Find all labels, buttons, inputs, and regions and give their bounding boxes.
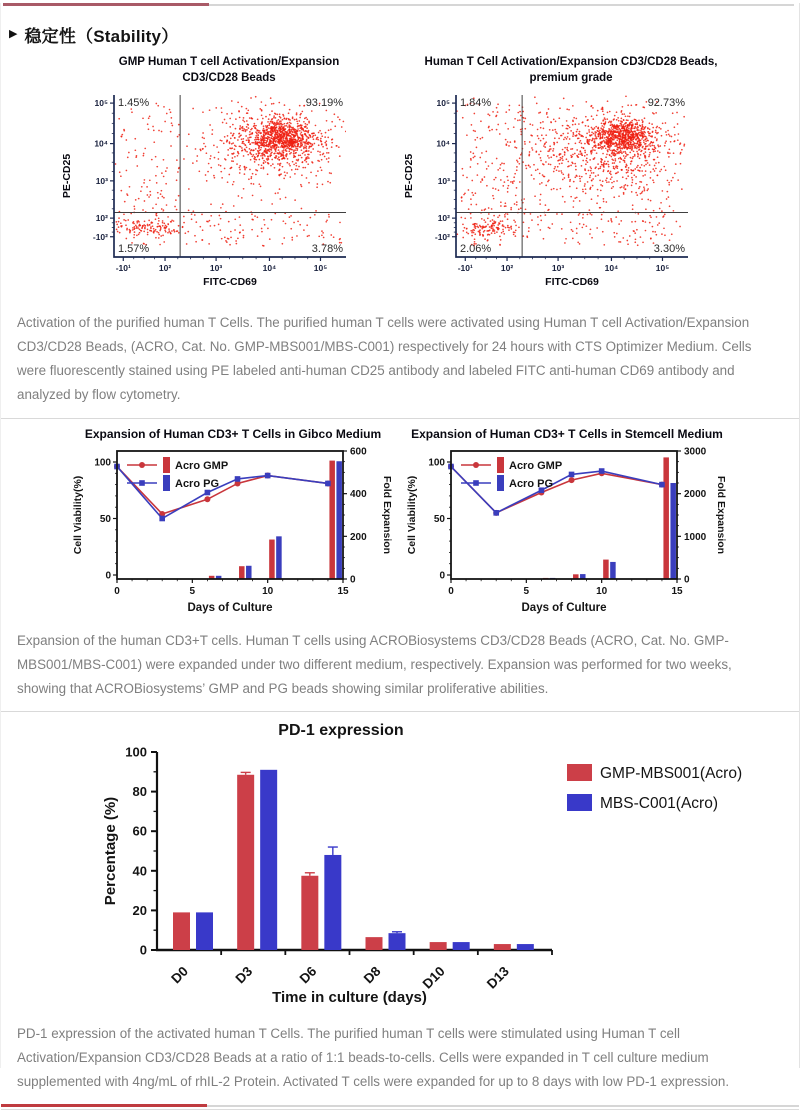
- expansion-plot: [72, 446, 393, 614]
- section-title: 稳定性（Stability）: [24, 27, 179, 46]
- expansion-chart-svg-gibco: [71, 443, 395, 617]
- quadrant-bottom-left: 2.06%: [460, 243, 492, 255]
- x-tick-label: 5: [189, 585, 196, 597]
- x-tick-label: 10: [596, 585, 608, 597]
- x-tick-label: 10²: [500, 263, 514, 273]
- x-tick-label: 10⁵: [313, 263, 328, 273]
- quadrant-top-right: 92.73%: [647, 97, 685, 109]
- y-tick-label: 10³: [437, 175, 450, 186]
- flow-panel-premium: [400, 53, 742, 299]
- expansion-chart-title: Expansion of Human CD3+ T Cells in Stemcell Medium: [411, 426, 723, 441]
- left-tick-label: 0: [439, 570, 445, 581]
- x-tick-label: 0: [114, 585, 120, 597]
- y-tick-label: 40: [132, 863, 147, 879]
- flow-title-line1: Human T Cell Activation/Expansion CD3/CD28 Beads,: [424, 56, 718, 68]
- legend-label: Acro PG: [509, 477, 554, 490]
- x-category-label: D0: [168, 963, 192, 987]
- accent-rule-red: [1, 1104, 207, 1107]
- y-tick-label: 80: [132, 783, 147, 799]
- right-tick-label: 600: [350, 446, 367, 457]
- flow-plot-title: [58, 53, 400, 87]
- x-tick-label: 10⁴: [262, 263, 277, 273]
- viability-line-pg: [114, 463, 331, 521]
- pd1-plot: [102, 722, 742, 1006]
- expansion-panel-stemcell: [405, 427, 729, 617]
- flow-scatter-svg-gmp: [58, 87, 400, 299]
- section-divider: [1, 711, 799, 712]
- section-header[interactable]: [9, 22, 799, 47]
- section-divider: [1, 418, 799, 419]
- right-tick-label: 200: [350, 531, 367, 543]
- legend: [567, 764, 742, 812]
- accent-rule-gray: [209, 4, 794, 6]
- left-tick-label: 0: [105, 570, 111, 581]
- y-tick-label: 10⁴: [94, 138, 108, 149]
- x-tick-label: 10³: [209, 263, 223, 273]
- right-tick-label: 3000: [684, 446, 707, 457]
- y-axis-label: PE-CD25: [61, 153, 73, 199]
- quadrant-bottom-right: 3.30%: [653, 243, 685, 255]
- y-axis-label: PE-CD25: [403, 153, 415, 199]
- disclosure-triangle-icon: ▶: [9, 28, 18, 40]
- y-tick-label: -10²: [92, 231, 108, 242]
- right-tick-label: 1000: [684, 531, 707, 543]
- page: [0, 3, 800, 1090]
- y-tick-label: 10⁴: [436, 138, 450, 149]
- flow-scatter-svg-premium: [400, 87, 742, 299]
- flow-title-line2: CD3/CD28 Beads: [182, 71, 276, 84]
- fold-expansion-bars: [209, 460, 342, 578]
- flow-plot: [61, 87, 400, 288]
- legend-label: MBS-C001(Acro): [600, 794, 718, 812]
- x-category-label: D13: [483, 963, 512, 992]
- x-axis-label: FITC-CD69: [203, 276, 257, 288]
- expansion-chart-svg-stemcell: [405, 443, 729, 617]
- left-tick-label: 100: [94, 457, 111, 468]
- x-axis-label: Time in culture (days): [272, 988, 427, 1006]
- flow-title-line1: GMP Human T cell Activation/Expansion: [118, 56, 340, 68]
- right-tick-label: 0: [684, 574, 690, 585]
- y-tick-label: 10²: [95, 213, 108, 224]
- quadrant-bottom-right: 3.78%: [311, 243, 343, 255]
- expansion-plot: [406, 446, 727, 614]
- right-axis-label: Fold Expansion: [715, 475, 727, 554]
- x-tick-label: 10⁵: [655, 263, 670, 273]
- y-tick-label: 10⁵: [436, 98, 450, 109]
- y-tick-label: 10⁵: [94, 98, 108, 109]
- x-axis-label: Days of Culture: [521, 601, 607, 614]
- caption-activation: Activation of the purified human T Cells. The purified human T cells were activated using Human T cell Activation/Expansion CD3/CD28 Beads, (ACRO, Cat. No. GMP-MBS001/MBS-C001) respectively for 24 hours with CTS Optimizer Medium. Cells were fluorescently stained using PE labeled anti-human CD25 antibody and labeled FITC anti-human CD69 antibody and analyzed by flow cytometry.: [17, 315, 752, 403]
- left-tick-label: 50: [99, 513, 111, 525]
- legend-label: GMP-MBS001(Acro): [600, 764, 743, 782]
- bottom-accent-rule: [1, 1104, 799, 1107]
- pd1-figure: [97, 718, 797, 1010]
- expansion-chart-title: Expansion of Human CD3+ T Cells in Gibco Medium: [84, 426, 382, 441]
- right-tick-label: 2000: [684, 488, 707, 500]
- flow-cytometry-figures: [58, 53, 742, 299]
- legend: [461, 457, 562, 491]
- top-accent-rule: [3, 3, 794, 6]
- right-tick-label: 0: [350, 574, 356, 585]
- x-category-label: D8: [360, 963, 384, 987]
- x-tick-label: 10³: [551, 263, 565, 273]
- y-tick-label: 20: [132, 902, 147, 918]
- y-tick-label: 60: [132, 823, 147, 839]
- x-tick-label: -10¹: [457, 263, 473, 273]
- accent-rule-red: [3, 3, 209, 6]
- left-tick-label: 50: [433, 513, 445, 525]
- legend-label: Acro PG: [175, 477, 220, 490]
- y-tick-label: 100: [125, 744, 147, 760]
- x-tick-label: 10⁴: [604, 263, 619, 273]
- quadrant-top-left: 1.45%: [118, 97, 150, 109]
- expansion-figures: [1, 427, 799, 617]
- scatter-points: [408, 87, 738, 260]
- flow-panel-gmp: [58, 53, 400, 299]
- x-tick-label: 15: [337, 585, 349, 597]
- x-tick-label: -10¹: [115, 263, 131, 273]
- right-tick-label: 400: [350, 488, 367, 500]
- x-tick-label: 10: [262, 585, 274, 597]
- right-axis-label: Fold Expansion: [381, 475, 393, 554]
- legend-label: Acro GMP: [509, 459, 563, 472]
- y-axis-label: Percentage (%): [102, 796, 119, 906]
- x-axis-label: Days of Culture: [187, 601, 273, 614]
- x-category-label: D10: [419, 963, 448, 992]
- y-tick-label: -10²: [434, 231, 450, 242]
- scatter-points: [108, 87, 400, 269]
- caption-pd1: PD-1 expression of the activated human T Cells. The purified human T cells were stimulated using Human T cell Activation/Expansion CD3/CD28 Beads at a ratio of 1:1 beads-to-cells. Cells were expanded in T cell culture medium supplemented with 4ng/mL of rhIL-2 Protein. Activated T cells were expanded for up to 8 days with low PD-1 expression.: [17, 1025, 730, 1090]
- x-tick-label: 0: [448, 585, 454, 597]
- legend: [127, 457, 228, 491]
- expansion-panel-gibco: [71, 427, 395, 617]
- chart-title: PD-1 expression: [278, 721, 404, 739]
- pd1-bar-chart-svg: [97, 718, 797, 1010]
- flow-title-line2: premium grade: [529, 71, 613, 84]
- caption-expansion: Expansion of the human CD3+T cells. Human T cells using ACROBiosystems CD3/CD28 Beads (ACRO, Cat. No. GMP-MBS001/MBS-C001) were expanded under two different medium, respectively. Expansion was performed for two weeks, showing that ACROBiosystems’ GMP and PG beads showing similar proliferative abilities.: [17, 632, 732, 696]
- x-axis-label: FITC-CD69: [545, 276, 599, 288]
- quadrant-top-left: 1.84%: [460, 97, 492, 109]
- left-axis-label: Cell Viability(%): [406, 475, 418, 554]
- x-tick-label: 10²: [158, 263, 172, 273]
- y-tick-label: 10²: [437, 213, 450, 224]
- flow-plot-title: [400, 53, 742, 87]
- x-tick-label: 15: [671, 585, 683, 597]
- y-tick-label: 0: [139, 942, 147, 958]
- x-tick-label: 5: [523, 585, 530, 597]
- left-axis-label: Cell Viability(%): [72, 475, 84, 554]
- flow-plot: [403, 87, 737, 288]
- y-tick-label: 10³: [95, 175, 108, 186]
- fold-expansion-bars: [543, 457, 676, 579]
- left-tick-label: 100: [428, 457, 445, 468]
- x-category-label: D6: [296, 963, 320, 987]
- legend-label: Acro GMP: [175, 459, 229, 472]
- accent-rule-gray: [207, 1105, 799, 1107]
- quadrant-bottom-left: 1.57%: [118, 243, 150, 255]
- quadrant-top-right: 93.19%: [305, 97, 343, 109]
- x-category-label: D3: [232, 963, 256, 987]
